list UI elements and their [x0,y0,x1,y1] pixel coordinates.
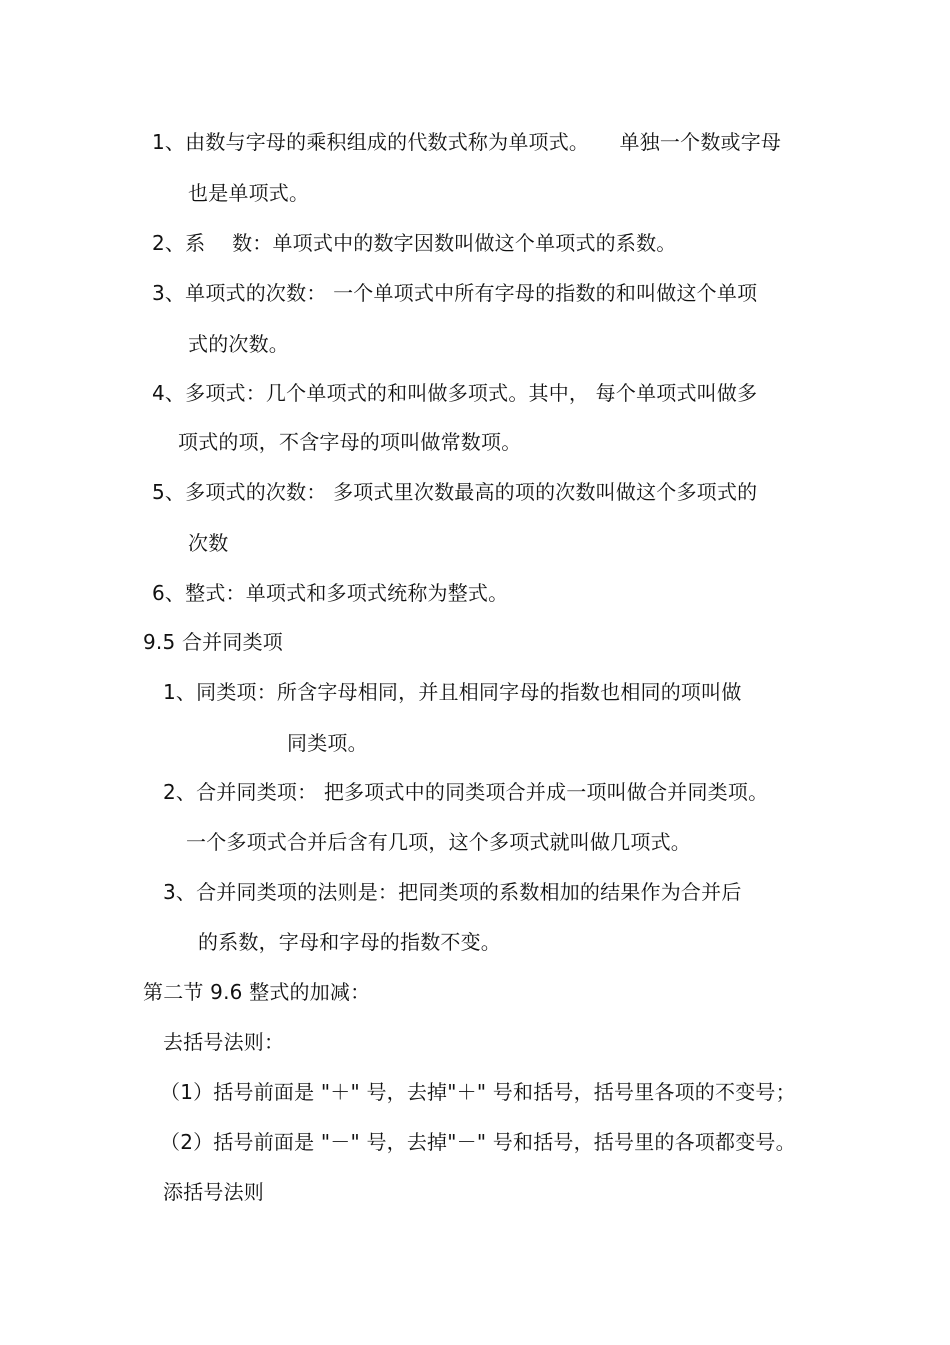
section-heading-9-6: 第二节 9.6 整式的加减： [143,980,371,1004]
item-4-line-1: 4、多项式：几个单项式的和叫做多项式。其中， 每个单项式叫做多 [152,381,758,405]
item-6-line: 6、整式：单项式和多项式统称为整式。 [152,581,509,605]
item-1-line-2: 也是单项式。 [188,181,310,205]
item-5-line-2: 次数 [188,531,229,555]
section-9-5-item-3-line-1: 3、合并同类项的法则是：把同类项的系数相加的结果作为合并后 [163,880,742,904]
section-heading-9-5: 9.5 合并同类项 [143,630,283,654]
section-9-5-item-3-line-2: 的系数，字母和字母的指数不变。 [198,930,501,954]
item-4-line-2: 项式的项，不含字母的项叫做常数项。 [178,430,522,454]
item-5-line-1: 5、多项式的次数： 多项式里次数最高的项的次数叫做这个多项式的 [152,480,758,504]
item-3-line-1: 3、单项式的次数： 一个单项式中所有字母的指数的和叫做这个单项 [152,281,758,305]
add-brackets-rule-title: 添括号法则 [163,1180,264,1204]
section-9-5-item-2-line-1: 2、合并同类项： 把多项式中的同类项合并成一项叫做合并同类项。 [163,780,769,804]
remove-brackets-rule-1: （1）括号前面是 "＋" 号，去掉"＋" 号和括号，括号里各项的不变号； [160,1080,796,1104]
item-2-line: 2、系 数：单项式中的数字因数叫做这个单项式的系数。 [152,231,677,255]
section-9-5-item-2-line-2: 一个多项式合并后含有几项，这个多项式就叫做几项式。 [186,830,691,854]
remove-brackets-rule-2: （2）括号前面是 "－" 号，去掉"－" 号和括号，括号里的各项都变号。 [160,1130,796,1154]
section-9-5-item-1-line-1: 1、同类项：所含字母相同，并且相同字母的指数也相同的项叫做 [163,680,742,704]
remove-brackets-rule-title: 去括号法则： [163,1030,285,1054]
item-1-line-1: 1、由数与字母的乘积组成的代数式称为单项式。 单独一个数或字母 [152,130,782,154]
section-9-5-item-1-line-2: 同类项。 [287,731,368,755]
item-3-line-2: 式的次数。 [188,332,289,356]
